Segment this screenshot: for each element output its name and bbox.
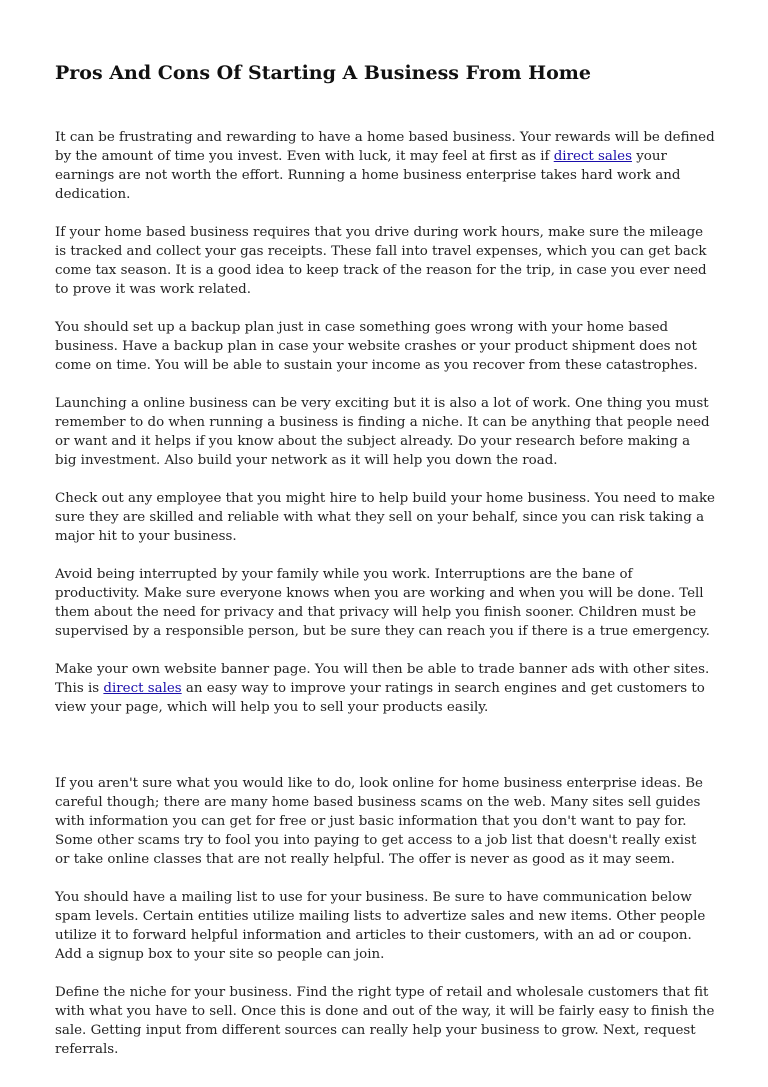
paragraph-2: If your home based business requires that you drive during work hours, make sure the mileage is tracked and collect your gas receipts. These fall into travel expenses, which you can get back come tax season. It is a good idea to keep track of the reason for the trip, in case you ever need to prove it was work related. — [55, 225, 707, 297]
paragraph-5: Check out any employee that you might hire to help build your home business. You need to make sure they are skilled and reliable with what they sell on your behalf, since you can risk taking a major hit to your business. — [55, 491, 715, 544]
paragraph-10: Define the niche for your business. Find the right type of retail and wholesale customers that fit with what you have to sell. Once this is done and out of the way, it will be fairly easy to finish the sale. Getting input from different sources can really help your business to grow. Next, request referrals. — [55, 985, 715, 1057]
paragraph-8: If you aren't sure what you would like to do, look online for home business enterprise ideas. Be careful though; there are many home based business scams on the web. Many sites sell guides with information you can get for free or just basic information that you don't want to pay for. Some other scams try to fool you into paying to get access to a job list that doesn't really exist or take online classes that are not really helpful. The offer is never as good as it may seem. — [55, 776, 703, 867]
paragraph-7 — [55, 660, 715, 717]
direct-sales-link-1[interactable]: direct sales — [553, 149, 632, 164]
paragraph-1-text-after: your earnings are not worth the effort. Running a home business enterprise takes hard work and dedication. — [55, 149, 681, 202]
paragraph-7-text-before: Make your own website banner page. You will then be able to trade banner ads with other sites. This is — [55, 662, 710, 696]
paragraph-4: Launching a online business can be very exciting but it is also a lot of work. One thing you must remember to do when running a business is finding a niche. It can be anything that people need or want and it helps if you know about the subject already. Do your research before making a big investment. Also build your network as it will help you down the road. — [55, 396, 710, 468]
paragraph-7-text-after: an easy way to improve your ratings in search engines and get customers to view your page, which will help you to sell your products easily. — [55, 681, 705, 715]
page-title: Pros And Cons Of Starting A Business From Home — [55, 62, 591, 84]
paragraph-1-text-before: It can be frustrating and rewarding to have a home based business. Your rewards will be defined by the amount of time you invest. Even with luck, it may feel at first as if — [55, 130, 715, 164]
paragraph-3: You should set up a backup plan just in case something goes wrong with your home based business. Have a backup plan in case your website crashes or your product shipment does not come on time. You will be able to sustain your income as you recover from these catastrophes. — [55, 320, 698, 373]
document-page — [55, 52, 715, 1078]
direct-sales-link-2[interactable]: direct sales — [103, 681, 182, 696]
paragraph-9: You should have a mailing list to use for your business. Be sure to have communication below spam levels. Certain entities utilize mailing lists to advertize sales and new items. Other people utilize it to forward helpful information and articles to their customers, with an ad or coupon. Add a signup box to your site so people can join. — [55, 890, 706, 962]
paragraph-6: Avoid being interrupted by your family while you work. Interruptions are the bane of productivity. Make sure everyone knows when you are working and when you will be done. Tell them about the need for privacy and that privacy will help you finish sooner. Children must be supervised by a responsible person, but be sure they can reach you if there is a true emergency. — [55, 567, 710, 639]
blank-gap — [55, 736, 715, 774]
paragraph-1 — [55, 128, 715, 204]
